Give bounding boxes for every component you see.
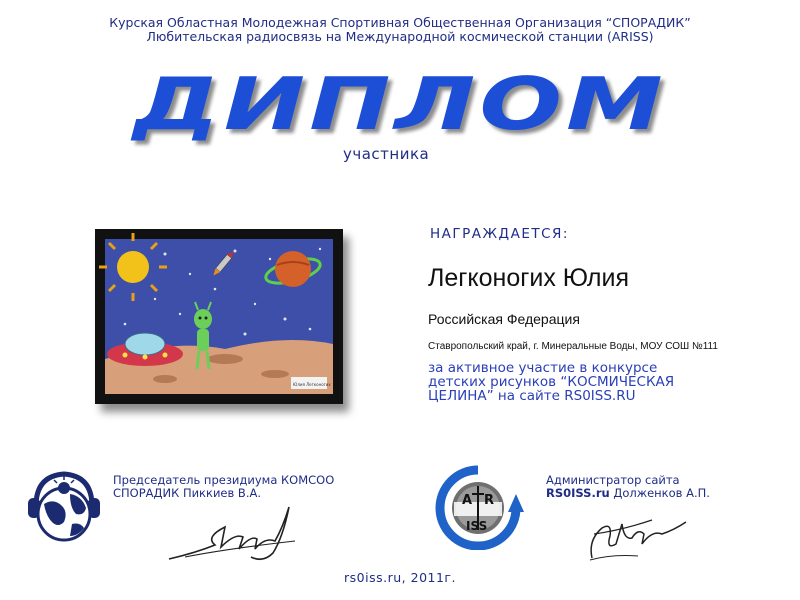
recipient-name: Легконогих Юлия [428,264,630,292]
awarded-label: НАГРАЖДАЕТСЯ: [430,226,569,242]
organization-name: Курская Областная Молодежная Спортивная Общественная Организация “СПОРАДИК” [109,15,691,30]
ariss-letter-a: A [462,493,473,508]
left-signature [165,497,305,571]
award-reason-line: за активное участие в конкурсе [428,360,658,376]
award-reason-line: ЦЕЛИНА” на сайте RS0ISS.RU [428,388,636,404]
footer-text: rs0iss.ru, 2011г. [344,570,456,585]
ariss-letter-r: R [484,493,495,508]
diploma-title: ДИПЛОМ [133,62,667,146]
ariss-logo [432,464,524,554]
left-signatory-position: Председатель президиума КОМСОО [113,473,335,487]
award-reason [428,361,788,403]
right-signatory-name: Долженков А.П. [613,486,710,500]
left-signatory-name: СПОРАДИК Пиккиев В.А. [113,486,262,500]
organization-subtitle: Любительская радиосвязь на Международной космической станции (ARISS) [146,29,654,44]
recipient-region: Ставропольский край, г. Минеральные Воды, МОУ СОШ №111 [428,341,718,352]
space-drawing-image [95,229,343,404]
right-signature [582,500,692,570]
drawing-caption: Юлия Легконогих [293,382,331,387]
sporadic-globe-logo [24,466,104,552]
diploma-subtitle: участника [343,145,430,163]
drawing-frame [95,229,343,404]
right-signatory-position: Администратор сайта [546,473,680,487]
recipient-country: Российская Федерация [428,311,580,327]
award-reason-line: детских рисунков “КОСМИЧЕСКАЯ [428,374,675,390]
ariss-letters-iss: ISS [466,519,488,533]
right-signatory [546,474,710,500]
right-signatory-site: RS0ISS.ru [546,486,610,500]
